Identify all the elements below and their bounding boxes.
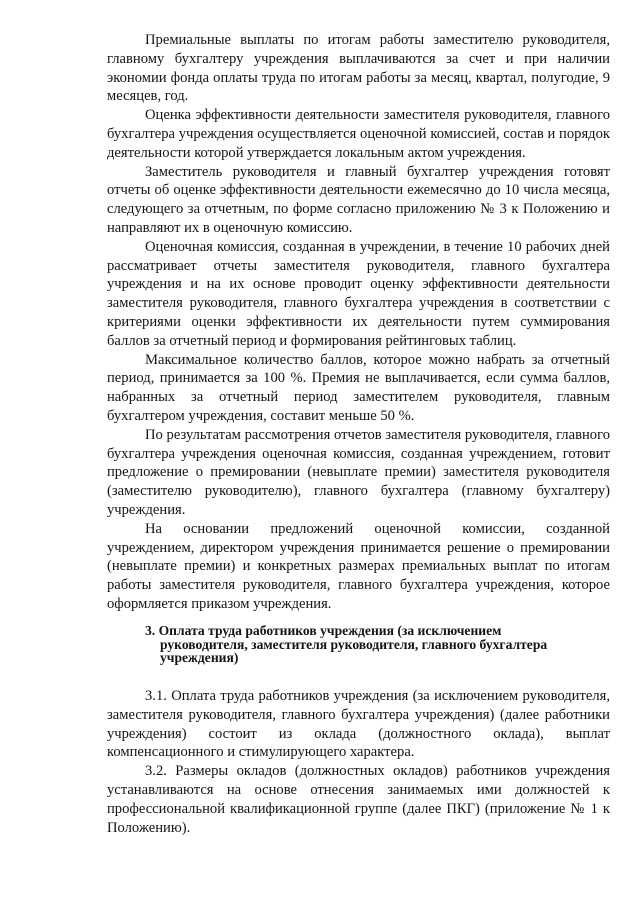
paragraph-bonus-payments: Премиальные выплаты по итогам работы заместителю руководителя, главному бухгалтеру учреждения выплачиваются за счет и при наличии экономии фонда оплаты труда по итогам работы за месяц, квартал, полугодие, 9 месяцев, год. <box>107 32 610 105</box>
paragraph-3-2: 3.2. Размеры окладов (должностных окладов) работников учреждения устанавливаются на основе отнесения занимаемых ими должностей к профессиональной квалификационной группе (далее ПКГ) (приложение № 1 к Положению). <box>107 763 610 836</box>
section-3-heading <box>107 624 610 665</box>
paragraph-3-1: 3.1. Оплата труда работников учреждения (за исключением руководителя, заместителя руководителя, главного бухгалтера учреждения) (далее работники учреждения) состоит из оклада (должностного оклада), выплат компенсационного и стимулирующего характера. <box>107 688 610 761</box>
paragraph-reports-submission: Заместитель руководителя и главный бухгалтер учреждения готовят отчеты об оценке эффективности деятельности ежемесячно до 10 числа месяца, следующего за отчетным, по форме согласно приложению № 3 к Положению и направляют их в оценочную комиссию. <box>107 163 610 236</box>
section-3-heading-line-3: учреждения) <box>160 650 239 666</box>
paragraph-performance-evaluation: Оценка эффективности деятельности заместителя руководителя, главного бухгалтера учреждения осуществляется оценочной комиссией, состав и порядок деятельности которой утверждается локальным актом учреждения. <box>107 107 610 161</box>
section-3-heading-line-1: 3. Оплата труда работников учреждения (за исключением <box>145 622 502 638</box>
section-3-heading-line-2: руководителя, заместителя руководителя, главного бухгалтера <box>160 636 548 652</box>
paragraph-director-decision: На основании предложений оценочной комиссии, созданной учреждением, директором учреждения принимается решение о премировании (невыплате премии) и конкретных размерах премиальных выплат по итогам работы заместителя руководителя, главного бухгалтера учреждения, которое оформляется приказом учреждения. <box>107 520 610 612</box>
paragraph-review-results: По результатам рассмотрения отчетов заместителя руководителя, главного бухгалтера учреждения оценочная комиссия, созданная учреждением, готовит предложение о премировании (невыплате премии) заместителя руководителя (заместителю руководителю), главного бухгалтера (главному бухгалтеру) учреждения. <box>107 426 610 518</box>
paragraph-max-points: Максимальное количество баллов, которое можно набрать за отчетный период, принимается за 100 %. Премия не выплачивается, если сумма баллов, набранных за отчетный период заместителем руководителя, главным бухгалтером учреждения, составит меньше 50 %. <box>107 351 610 424</box>
paragraph-commission-review: Оценочная комиссия, созданная в учреждении, в течение 10 рабочих дней рассматривает отчеты заместителя руководителя, главного бухгалтера учреждения и на их основе проводит оценку эффективности деятельности заместителя руководителя, главного бухгалтера учреждения в соответствии с критериями оценки эффективности их деятельности путем суммирования баллов за отчетный период и формирования рейтинговых таблиц. <box>107 238 610 349</box>
